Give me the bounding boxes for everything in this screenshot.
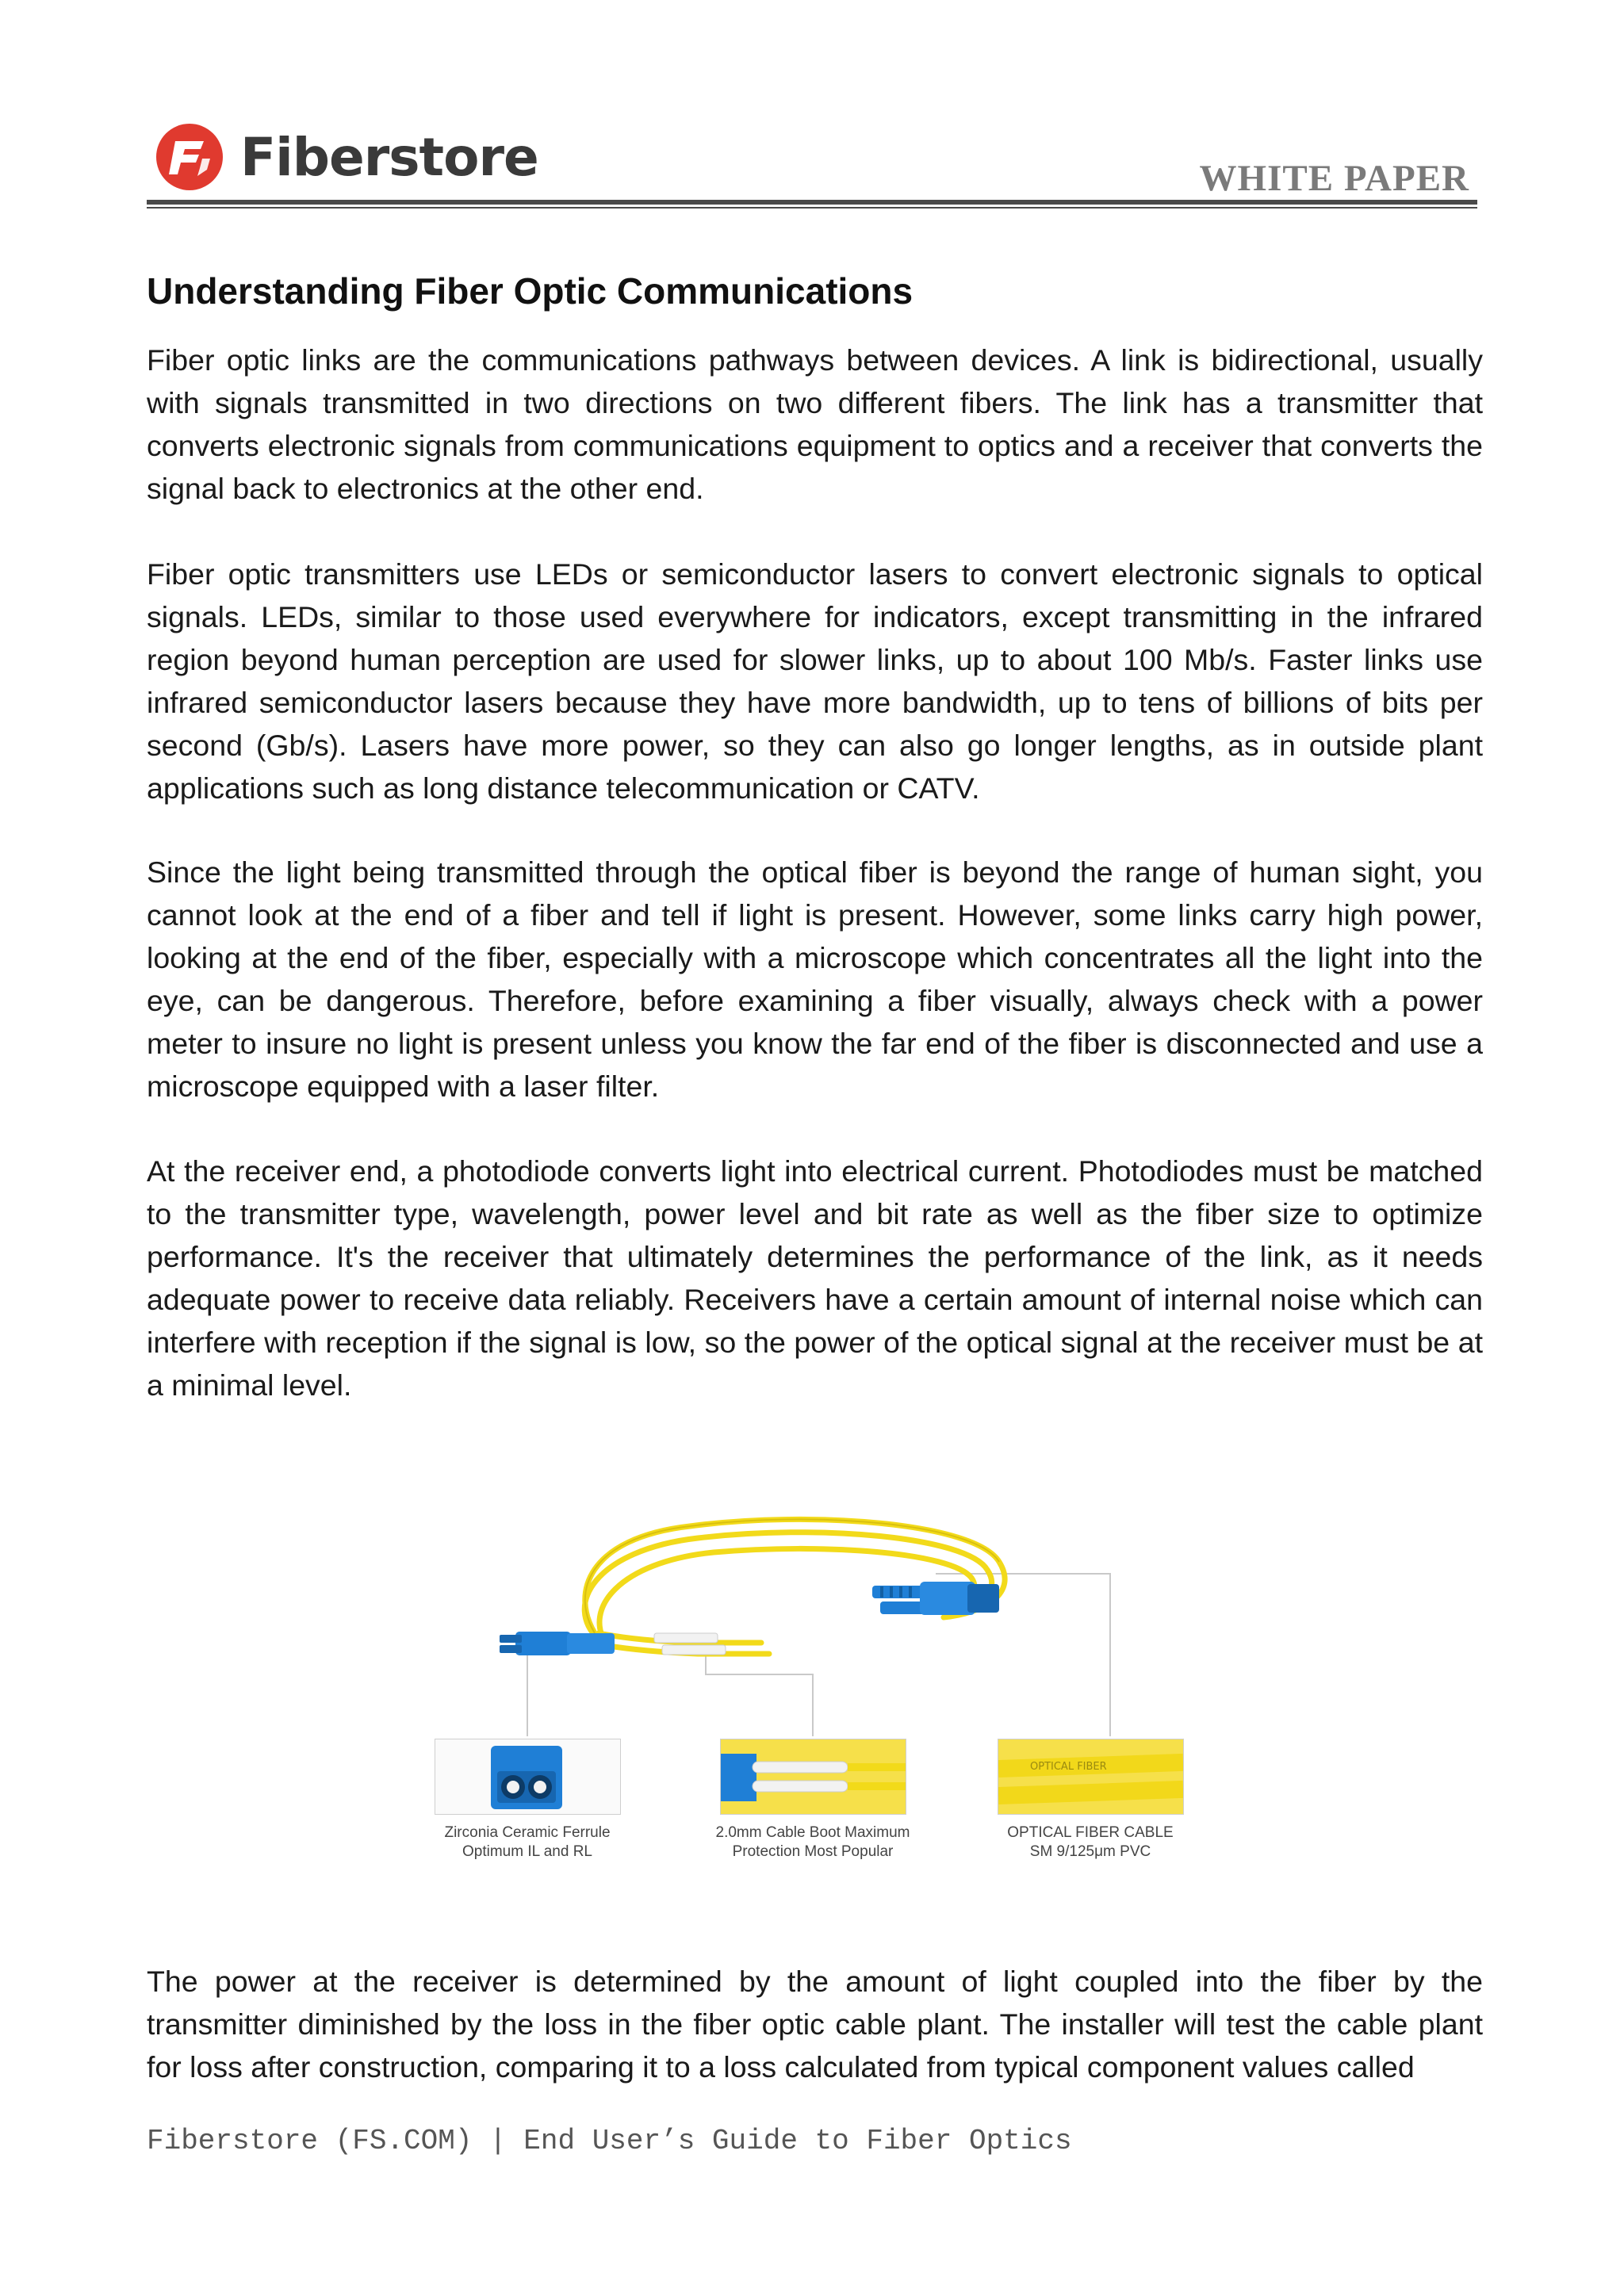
paragraph-1: Fiber optic links are the communications pathways between devices. A link is bidirectional, usually with signals transmitted in two directions on two different fibers. The link has a transmitter that converts electronic signals from communications equipment to optics and a receiver that converts the signal back to electronics at the other end. bbox=[147, 343, 1483, 505]
caption-cable-line1: OPTICAL FIBER CABLE bbox=[1007, 1824, 1174, 1841]
caption-cable-line2: SM 9/125μm PVC bbox=[1029, 1843, 1151, 1860]
header-rule-thick bbox=[147, 200, 1477, 205]
fiber-cable-image bbox=[998, 1739, 1183, 1814]
page-footer: Fiberstore (FS.COM) | End User’s Guide to Fiber Optics bbox=[147, 2125, 1072, 2157]
ferrule-end-view-image bbox=[435, 1739, 620, 1814]
header-rule-thin bbox=[147, 207, 1477, 209]
cable-boot-image bbox=[721, 1739, 906, 1814]
caption-ferrule bbox=[408, 1823, 646, 1862]
cable-print-text: OPTICAL FIBER bbox=[1030, 1761, 1107, 1773]
fiberstore-logo-icon bbox=[155, 122, 224, 192]
sc-connector bbox=[872, 1582, 999, 1615]
page-header bbox=[147, 111, 1477, 214]
paragraph-2: Fiber optic transmitters use LEDs or semiconductor lasers to convert electronic signals to optical signals. LEDs, similar to those used everywhere for indicators, except transmitting in the infrared region beyond human perception are used for slower links, up to about 100 Mb/s. Faster links use infrared semiconductor lasers because they have more bandwidth, up to tens of billions of bits per second (Gb/s). Lasers have more power, so they can also go longer lengths, as in outside plant applications such as long distance telecommunication or CATV. bbox=[147, 557, 1483, 805]
article-title: Understanding Fiber Optic Communications bbox=[147, 270, 914, 312]
patch-cable-illustration bbox=[428, 1475, 1197, 1736]
fiber-cable-thumbnail bbox=[998, 1739, 1184, 1815]
caption-boot bbox=[694, 1823, 932, 1862]
caption-boot-line2: Protection Most Popular bbox=[732, 1843, 894, 1860]
paragraph-3: Since the light being transmitted through the optical fiber is beyond the range of human sight, you cannot look at the end of a fiber and tell if light is present. However, some links carry high power, looking at the end of the fiber, especially with a microscope which concentrates all the light into the eye, can be dangerous. Therefore, before examining a fiber visually, always check with a power meter to insure no light is present unless you know the far end of the fiber is disconnected and use a microscope equipped with a laser filter. bbox=[147, 855, 1483, 1103]
brand-name: Fiberstore bbox=[240, 126, 538, 188]
paragraph-4: At the receiver end, a photodiode converts light into electrical current. Photodiodes must be matched to the transmitter type, wavelength, power level and bit rate as well as the fiber size to optimize performance. It's the receiver that ultimately determines the performance of the link, as it needs adequate power to receive data reliably. Receivers have a certain amount of internal noise which can interfere with reception if the signal is low, so the power of the optical signal at the receiver must be at a minimal level. bbox=[147, 1154, 1483, 1402]
ferrule-thumbnail bbox=[435, 1739, 621, 1815]
caption-ferrule-line1: Zirconia Ceramic Ferrule bbox=[444, 1824, 611, 1841]
paragraph-5: The power at the receiver is determined by the amount of light coupled into the fiber by the transmitter diminished by the loss in the fiber optic cable plant. The installer will test the cable plant for loss after construction, comparing it to a loss calculated from typical component values called bbox=[147, 1965, 1483, 2084]
fiber-patch-cable-figure bbox=[428, 1475, 1197, 1871]
caption-cable bbox=[971, 1823, 1209, 1862]
cable-boot-thumbnail bbox=[720, 1739, 906, 1815]
caption-ferrule-line2: Optimum IL and RL bbox=[462, 1843, 593, 1860]
document-type-label: WHITE PAPER bbox=[1199, 158, 1469, 199]
brand-logo bbox=[155, 117, 599, 197]
caption-boot-line1: 2.0mm Cable Boot Maximum bbox=[715, 1824, 910, 1841]
